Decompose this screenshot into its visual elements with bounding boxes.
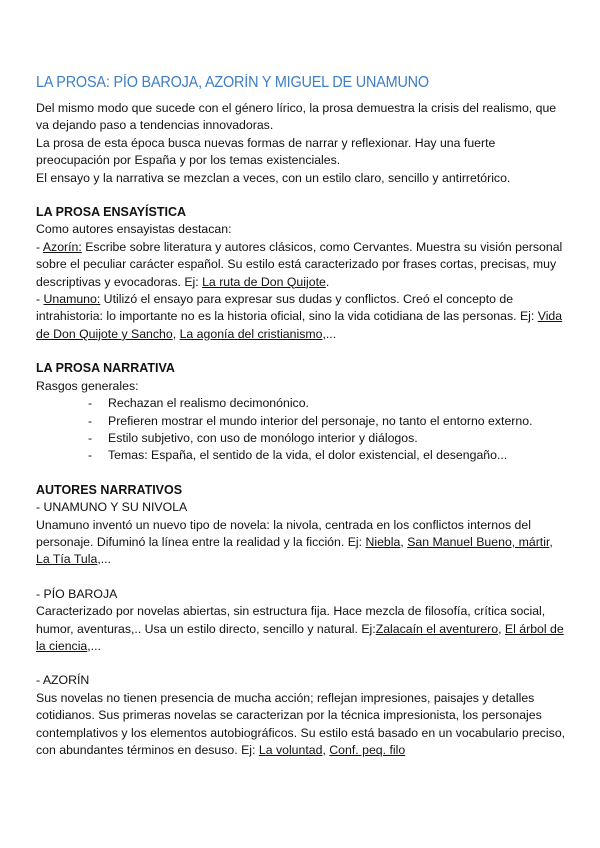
work-title: Conf. peq. filo <box>329 743 406 757</box>
sentence-end: . <box>325 274 330 289</box>
work-title: La ruta de Don Quijote <box>202 274 326 289</box>
separator: , <box>400 534 408 549</box>
separator: , <box>172 326 180 341</box>
unamuno-text: Unamuno inventó un nuevo tipo de novela: la nivola, centrada en los conflictos internos del personaje. Difuminó la línea entre la realidad y la ficción. Ej: <box>36 517 531 549</box>
narrativa-lead: Rasgos generales: <box>36 378 139 393</box>
intro-section <box>36 100 566 187</box>
baroja-paragraph <box>36 603 566 655</box>
ensayistica-unamuno-paragraph <box>36 291 566 343</box>
unamuno-subheading: - UNAMUNO Y SU NIVOLA <box>36 500 188 515</box>
list-item: - Estilo subjetivo, con uso de monólogo interior y diálogos. <box>88 430 566 447</box>
separator: , <box>549 534 553 549</box>
separator: , <box>322 743 330 757</box>
autores-section <box>36 482 566 760</box>
baroja-text: Caracterizado por novelas abiertas, sin estructura fija. Hace mezcla de filosofía, crítica social, humor, aventuras,.. Usa un estilo directo, sencillo y natural. Ej: <box>36 604 546 636</box>
azorin-text: Sus novelas no tienen presencia de mucha acción; reflejan impresiones, paisajes y detalles cotidianos. Sus primeras novelas se caracterizan por la técnica impresionista, los personajes contemplativos y los elementos autobiográficos. Su estilo está basado en un vocabulario preciso, con abundantes términos en desuso. Ej: <box>36 690 566 757</box>
narrativa-features-list <box>36 395 566 465</box>
work-title: San Manuel Bueno, mártir <box>407 534 550 549</box>
list-item: - Prefieren mostrar el mundo interior del personaje, no tanto el entorno externo. <box>88 413 566 430</box>
ensayistica-heading: LA PROSA ENSAYÍSTICA <box>36 205 187 220</box>
separator: , <box>498 621 505 636</box>
azorin-paragraph <box>36 690 566 760</box>
work-title: Zalacaín el aventurero <box>375 621 499 636</box>
azorin-essay-text: Escribe sobre literatura y autores clásicos, como Cervantes. Muestra su visión personal sobre el peculiar carácter español. Su estilo está caracterizado por frases cortas, precisas, muy descriptivas y evocadoras. Ej: <box>36 239 563 289</box>
work-title: Vida de Don Quijote y Sancho <box>36 309 563 341</box>
list-item: - Rechazan el realismo decimonónico. <box>88 395 566 412</box>
document-title: LA PROSA: PÍO BAROJA, AZORÍN Y MIGUEL DE UNAMUNO <box>36 74 429 91</box>
bullet-prefix: - <box>36 239 43 254</box>
sentence-end: ,... <box>322 326 337 341</box>
sentence-end: ,... <box>87 638 101 653</box>
azorin-subheading: - AZORÍN <box>36 673 90 688</box>
ensayistica-azorin-paragraph <box>36 239 566 291</box>
intro-paragraph-1: Del mismo modo que sucede con el género lírico, la prosa demuestra la crisis del realismo, que va dejando paso a tendencias innovadoras. <box>36 101 557 133</box>
ensayistica-section <box>36 204 566 343</box>
work-title: La voluntad <box>258 743 323 757</box>
document-body <box>36 100 566 759</box>
narrativa-heading: LA PROSA NARRATIVA <box>36 361 175 376</box>
intro-paragraph-2: La prosa de esta época busca nuevas formas de narrar y reflexionar. Hay una fuerte preocupación por España y por los temas existenciales. <box>36 135 496 168</box>
baroja-subheading: - PÍO BAROJA <box>36 586 118 601</box>
bullet-prefix: - <box>36 292 44 307</box>
ensayistica-lead: Como autores ensayistas destacan: <box>36 222 232 237</box>
unamuno-essay-text: Utilizó el ensayo para expresar sus dudas y conflictos. Creó el concepto de intrahistoria: lo importante no es la historia oficial, sino la vida cotidiana de las personas. Ej: <box>36 292 538 324</box>
work-title: Niebla <box>365 534 401 549</box>
work-title: El árbol de la ciencia <box>36 621 564 653</box>
narrativa-section <box>36 360 566 464</box>
sentence-end: ,... <box>97 552 111 567</box>
work-title: La agonía del cristianismo <box>179 326 323 341</box>
intro-paragraph-3: El ensayo y la narrativa se mezclan a veces, con un estilo claro, sencillo y antirretórico. <box>36 170 511 185</box>
author-name-azorin: Azorín: <box>42 239 82 254</box>
work-title: La Tía Tula <box>36 552 98 567</box>
list-item: - Temas: España, el sentido de la vida, el dolor existencial, el desengaño... <box>88 447 566 464</box>
author-name-unamuno: Unamuno: <box>43 292 101 307</box>
autores-heading: AUTORES NARRATIVOS <box>36 482 183 497</box>
unamuno-paragraph <box>36 517 566 569</box>
